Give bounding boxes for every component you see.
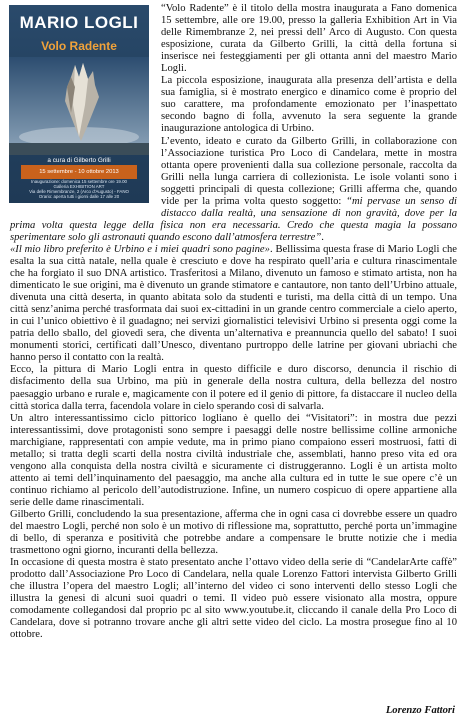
poster-spacer — [10, 3, 155, 208]
poster-dates: 15 settembre - 10 ottobre 2013 — [21, 165, 137, 179]
paragraph-2: La piccola esposizione, inaugurata alla presenza dell’artista e della sua famiglia, si è mostrato energico e dinamico come è proprio del suo carattere, ma profondamente emozionato per l’inaspettato secondo bagno di folla, avvenuto la sera seguente la grande inaugurazione antologica di Urbino. — [161, 75, 457, 135]
poster-subtitle: Volo Radente — [41, 39, 117, 53]
paragraph-4 — [10, 244, 457, 364]
paragraph-6: Un altro interessantissimo ciclo pittorico logliano è quello dei “Visitatori”: in mostra due pezzi interessantissimi, dove protagonisti sono sempre i paesaggi delle nostre bellissime colline armoniche marchigiane, rappresentati con ampie vedute, ma in primo piano compaiono esseri mostruosi, fatti di metallo; si tratta degli scarti della nostra civiltà industriale che, assemblati, hanno preso vita ed ora vengono alla conquista della nostra civiltà e sicuramente ci distruggeranno. Logli è un artista molto attento ai temi dell’inquinamento del paesaggio, ma anche alla cultura ed in tutte le sue opere c’è un continuo richiamo al pericolo dell’autodistruzione. Infine, un numero cospicuo di opere appartiene alla serie delle dame rinascimentali. — [10, 412, 457, 508]
poster-gallery-hours: Orario: aperta tutti i giorni dalle 17 alle 20 — [38, 194, 120, 199]
article-body — [10, 3, 457, 641]
paragraph-1: “Volo Radente” è il titolo della mostra inaugurata a Fano domenica 15 settembre, alle ore 19.00, presso la galleria Exhibition Art in Via delle Rimembranze 2, nei pressi dell’ Arco di Augusto. Con questa esposizione, curata da Gilberto Grilli, la città della fortuna si inserisce nei festeggiamenti per gli ottanta anni del maestro Mario Logli. — [161, 3, 457, 75]
poster-title: MARIO LOGLI — [19, 13, 139, 32]
poster-gallery-address: Via delle Rimembranze, 2 (Arco d'Augusto) - FANO — [29, 189, 129, 194]
author-signature: Lorenzo Fattori — [385, 705, 455, 716]
poster-gallery-name: Galleria EXHIBITION ART — [53, 184, 105, 189]
poster-inauguration: Inaugurazione: domenica 15 settembre ore 19.00 — [31, 179, 127, 184]
paragraph-3-end: . — [321, 231, 324, 243]
paragraph-7: Gilberto Grilli, concludendo la sua presentazione, afferma che in ogni casa ci dovrebbe essere un quadro del maestro Logli, perché non solo è un motivo di riflessione ma, soprattutto, perché porta un’immagine di bello, di speranza e positività che potrebbe andare a compensare le brutte notizie che i media trasmettono ogni giorno, incuranti della bellezza. — [10, 508, 457, 557]
paragraph-5: Ecco, la pittura di Mario Logli entra in questo difficile e duro discorso, denuncia il rischio di disfacimento della sua Urbino, ma più in generale della nostra cultura, della bellezza del nostro paesaggio urbano e rurale e, magicamente con il potere ed il genio di pittore, fa distaccare il nucleo della città storica dalla terra, facendola volare in cielo sperando così di salvarla. — [10, 364, 457, 412]
paragraph-4-text: . Bellissima questa frase di Mario Logli che esalta la sua città natale, nella quale è cresciuto e dove ha respirato quell’aria e cultura rinascimentale che ha forgiato il suo DNA artistico. Trasferitosi a Milano, divenuto un famoso e stimato artista, non ha dimenticato le sue origini, ma è divenuto un grande stimatore e cantautore, non tanto dell’Urbino attuale, divenuta una città deserta, in quanto abitata solo da studenti e turisti, ma della città di un tempo. Una città senz’anima perché trasformata dai suoi ex-cittadini in un grande centro commerciale a cielo aperto, in cui l’unico obiettivo è il guadagno; nei servizi giornalistici televisivi Urbino si presenta oggi come la patria dello sballo, del giovedì sera, che diventa un’alternativa e preannuncia quello del sabato! I suoi monumenti storici, certificati dall’Unesco, diventano purtroppo delle latrine per giovani ubriachi che hanno perso il contatto con la realtà. — [10, 243, 457, 364]
paragraph-3-text: L’evento, ideato e curato da Gilberto Grilli, in collaborazione con l’Associazione turistica Pro Loco di Candelara, mette in mostra ottanta opere provenienti dalla sua collezione personale, raccolta da Grilli nella lunga carriera di collezionista. Le isole volanti sono i soggetti principali di questa collezione; Grilli afferma che, quando vide per la prima volta questo soggetto: — [161, 135, 457, 207]
grilli-quote: “mi pervase un senso di distacco dalla realtà, una sensazione di non gravità, dove per la prima volta questa legge della fisica non era necessaria. Credo che questa magia la possano sperimentare solo gli astronauti quando escono dall’atmosfera terrestre” — [10, 195, 457, 243]
poster-curator: a cura di Gilberto Grilli — [47, 157, 111, 164]
logli-quote: «Il mio libro preferito è Urbino e i miei quadri sono pagine» — [10, 243, 270, 255]
paragraph-8: In occasione di questa mostra è stato presentato anche l’ottavo video della serie di “CandelarArte caffè” prodotto dall’Associazione Pro Loco di Candelara, nella quale Lorenzo Fattori intervista Gilberto Grilli che illustra l’opera del maestro Logli; all’interno del video ci sono interventi dello stesso Logli che illustra la genesi di alcuni suoi quadri o temi. Il video può essere visionato alla mostra, oppure comodamente collegandosi dal proprio pc al sito www.youtube.it, cliccando il canale della Pro Loco di Candelara, dove si potranno trovare anche gli altri sette video del ciclo. La mostra prosegue fino al 10 ottobre. — [10, 557, 457, 641]
